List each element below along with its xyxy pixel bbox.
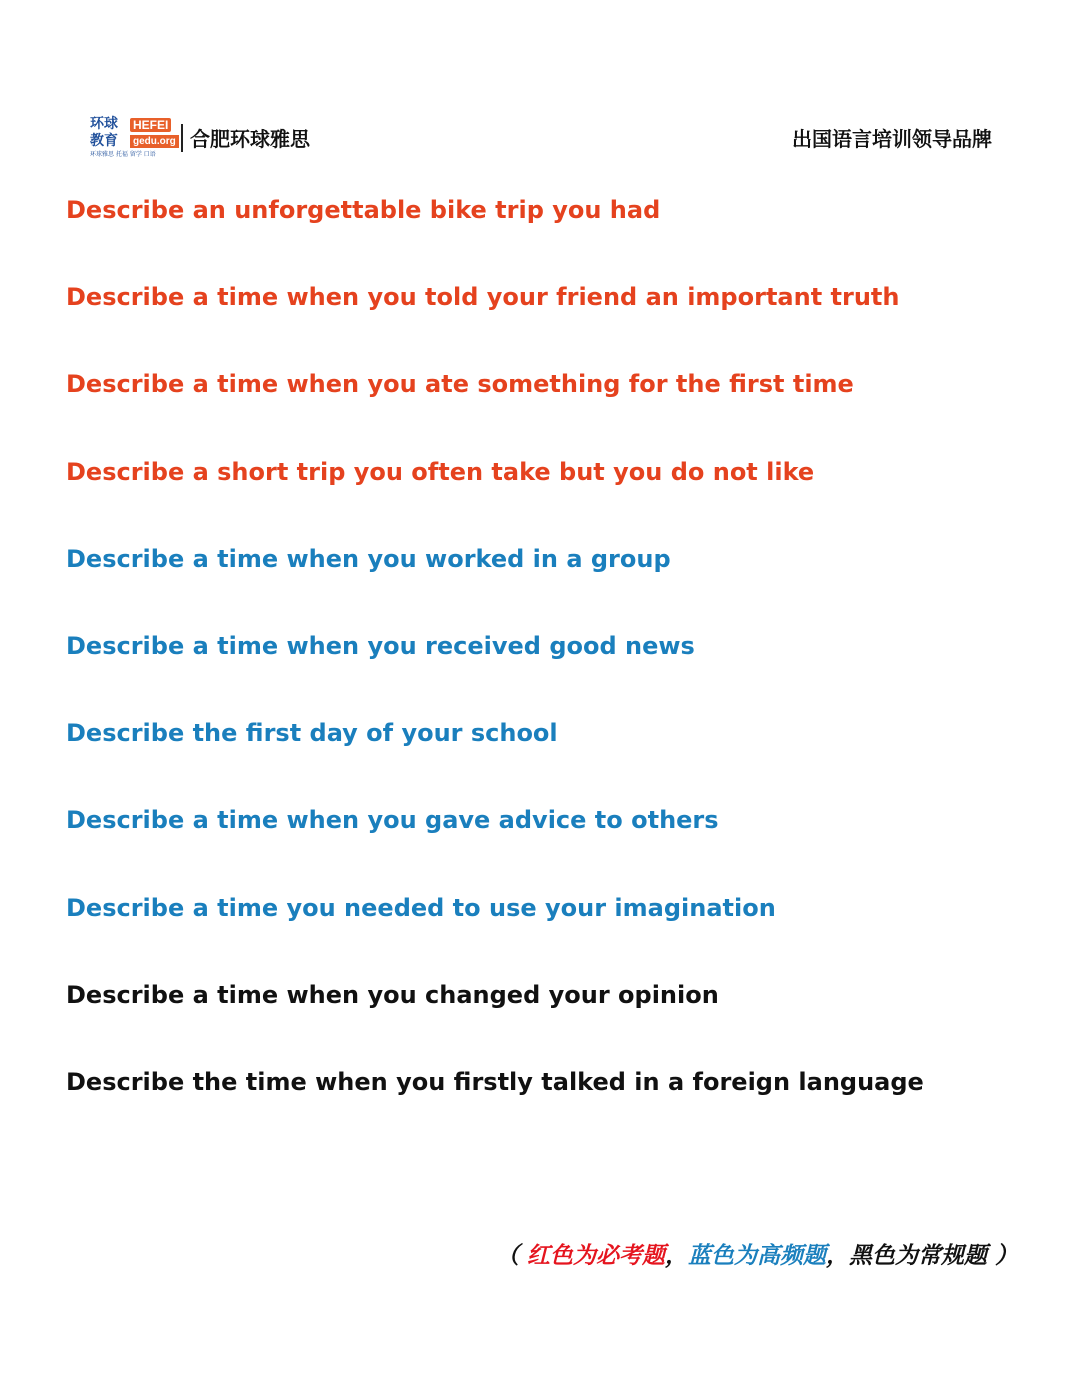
topic-item: Describe a short trip you often take but you do not like	[66, 457, 815, 486]
page-header	[90, 116, 992, 164]
topic-item: Describe a time when you told your friend an important truth	[66, 283, 900, 312]
legend-separator: ，	[664, 1243, 688, 1269]
topic-item: Describe the first day of your school	[66, 719, 558, 748]
logo-cn-top: 环球	[90, 116, 118, 132]
legend-close-paren: ）	[986, 1243, 1018, 1269]
topic-item: Describe a time you needed to use your imagination	[66, 893, 776, 922]
logo-hefei-badge: HEFEI	[130, 118, 171, 132]
topic-item: Describe a time when you received good news	[66, 631, 695, 660]
brand-slogan: 出国语言培训领导品牌	[792, 127, 992, 151]
topic-item: Describe a time when you worked in a group	[66, 544, 671, 573]
logo-cn-bottom: 教育	[90, 133, 118, 149]
logo-subtitle: 环球雅思 托福 留学 口语	[90, 151, 156, 158]
topic-item: Describe a time when you changed your opinion	[66, 980, 719, 1009]
legend-separator: ，	[825, 1243, 849, 1269]
topic-item: Describe a time when you gave advice to others	[66, 806, 719, 835]
brand-name: 合肥环球雅思	[190, 127, 310, 151]
color-legend	[496, 1240, 1018, 1272]
gedu-logo	[90, 116, 176, 162]
header-divider	[181, 124, 183, 152]
topic-list	[66, 190, 924, 1149]
logo-chinese-name	[90, 116, 130, 150]
topic-item: Describe an unforgettable bike trip you had	[66, 196, 661, 224]
topic-item: Describe a time when you ate something for the first time	[66, 370, 854, 399]
logo-domain: gedu.org	[130, 135, 179, 148]
legend-blue: 蓝色为高频题	[687, 1243, 826, 1269]
legend-black: 黑色为常规题	[848, 1243, 987, 1269]
legend-red: 红色为必考题	[526, 1243, 665, 1269]
topic-item: Describe the time when you firstly talked in a foreign language	[66, 1067, 924, 1096]
legend-open-paren: （	[495, 1243, 527, 1269]
